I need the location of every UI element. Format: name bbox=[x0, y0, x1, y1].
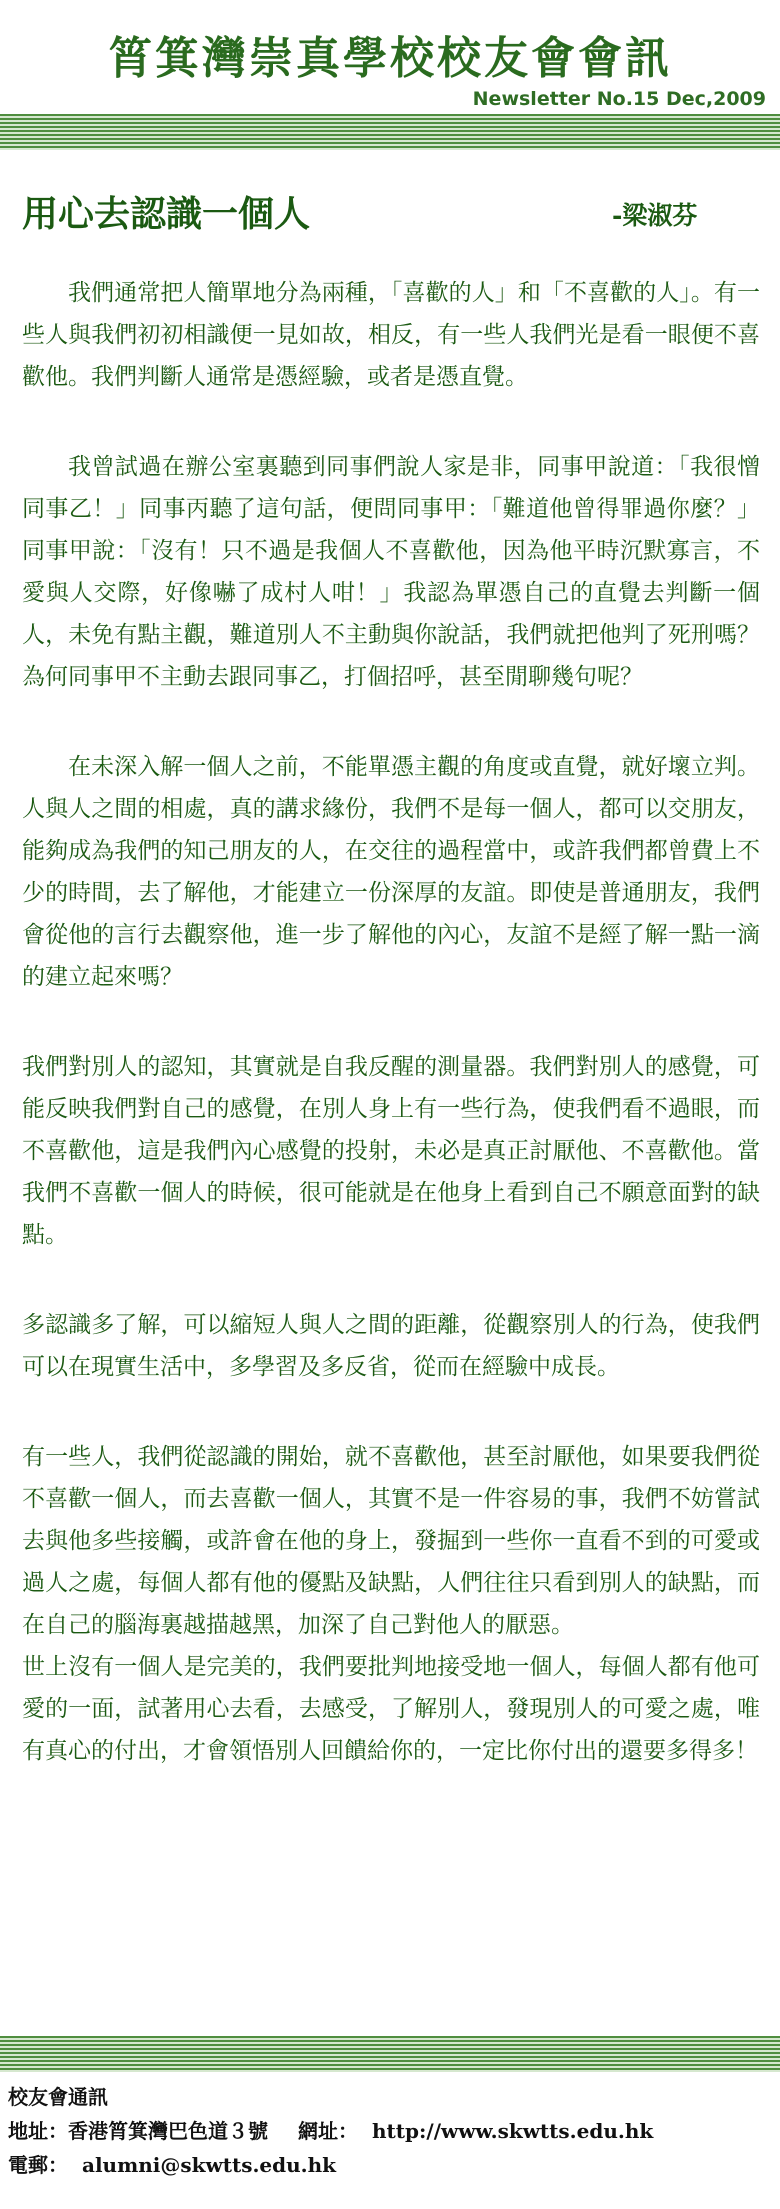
article-paragraph-3: 在未深入解一個人之前，不能單憑主觀的角度或直覺，就好壞立判。人與人之間的相處，真的講求緣份，我們不是每一個人，都可以交朋友，能夠成為我們的知己朋友的人，在交往的過程當中，或許我們都曾費上不少的時間，去了解他，才能建立一份深厚的友誼。即使是普通朋友，我們會從他的言行去觀察他，進一步了解他的內心，友誼不是經了解一點一滴的建立起來嗎？ bbox=[22, 754, 760, 990]
article-paragraph-2: 我曾試過在辦公室裏聽到同事們說人家是非，同事甲說道：「我很憎同事乙！」同事丙聽了這句話，便問同事甲：「難道他曾得罪過你麼？」同事甲說：「沒有！只不過是我個人不喜歡他，因為他平時沉默寡言，不愛與人交際，好像嚇了成村人咁！」我認為單憑自己的直覺去判斷一個人，未免有點主觀，難道別人不主動與你說話，我們就把他判了死刑嗎？為何同事甲不主動去跟同事乙，打個招呼，甚至閒聊幾句呢？ bbox=[22, 454, 760, 690]
footer-email-row bbox=[8, 2148, 778, 2182]
article-paragraph-4: 我們對別人的認知，其實就是自我反醒的測量器。我們對別人的感覺，可能反映我們對自己的感覺，在別人身上有一些行為，使我們看不過眼，而不喜歡他，這是我們內心感覺的投射，未必是真正討厭他、不喜歡他。當我們不喜歡一個人的時候，很可能就是在他身上看到自己不願意面對的缺點。 bbox=[22, 1054, 760, 1248]
article-paragraph-7: 世上沒有一個人是完美的，我們要批判地接受地一個人，每個人都有他可愛的一面，試著用心去看，去感受，了解別人，發現別人的可愛之處，唯有真心的付出，才會領悟別人回饋給你的，一定比你付出的還要多得多！ bbox=[22, 1654, 760, 1764]
article-paragraph-5: 多認識多了解，可以縮短人與人之間的距離，從觀察別人的行為，使我們可以在現實生活中，多學習及多反省，從而在經驗中成長。 bbox=[22, 1312, 760, 1380]
website-label: 網址： bbox=[298, 2119, 358, 2143]
article-paragraph-6: 有一些人，我們從認識的開始，就不喜歡他，甚至討厭他，如果要我們從不喜歡一個人，而去喜歡一個人，其實不是一件容易的事，我們不妨嘗試去與他多些接觸，或許會在他的身上，發掘到一些你一直看不到的可愛或過人之處，每個人都有他的優點及缺點，人們往往只看到別人的缺點，而在自己的腦海裏越描越黑，加深了自己對他人的厭惡。 bbox=[22, 1444, 760, 1638]
footer-stripe-divider bbox=[0, 2036, 780, 2072]
address-value: 香港筲箕灣巴色道３號 bbox=[68, 2119, 268, 2143]
footer-address-row bbox=[8, 2114, 778, 2148]
header-stripe-divider bbox=[0, 114, 780, 150]
address-label: 地址： bbox=[8, 2119, 68, 2143]
website-link[interactable]: http://www.skwtts.edu.hk bbox=[372, 2119, 654, 2143]
footer-heading: 校友會通訊 bbox=[8, 2085, 108, 2109]
article-author: -梁淑芬 bbox=[612, 201, 698, 230]
issue-label: Newsletter No.15 Dec,2009 bbox=[472, 88, 766, 110]
article-paragraph-1: 我們通常把人簡單地分為兩種，「喜歡的人」和「不喜歡的人」。有一些人與我們初初相識便一見如故，相反，有一些人我們光是看一眼便不喜歡他。我們判斷人通常是憑經驗，或者是憑直覺。 bbox=[22, 280, 760, 390]
email-link[interactable]: alumni@skwtts.edu.hk bbox=[82, 2153, 337, 2177]
article-title: 用心去認識一個人 bbox=[22, 193, 311, 235]
footer bbox=[8, 2080, 778, 2182]
newsletter-title: 筲箕灣崇真學校校友會會訊 bbox=[108, 33, 672, 84]
article-body bbox=[22, 272, 760, 1772]
email-label: 電郵： bbox=[8, 2153, 68, 2177]
